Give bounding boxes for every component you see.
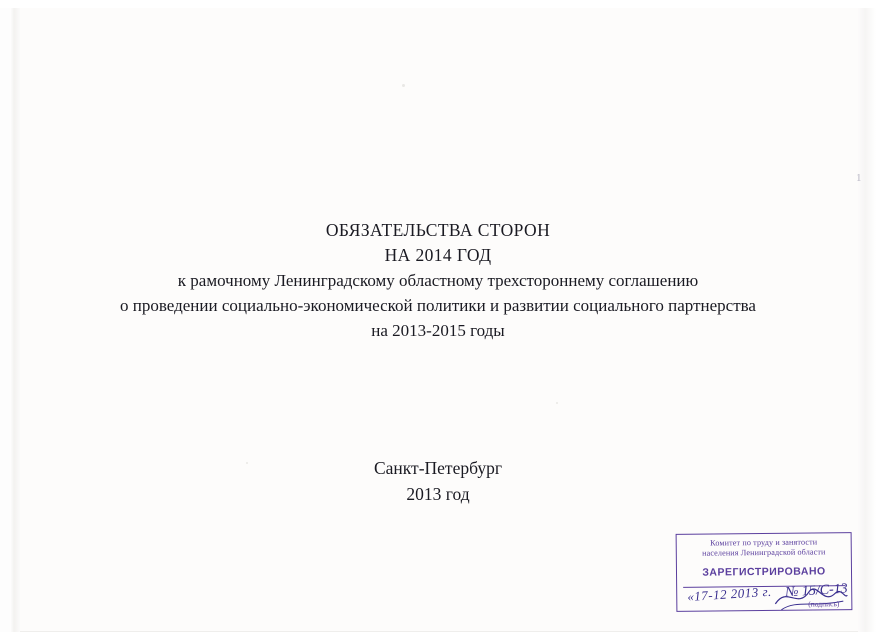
scan-speck — [402, 84, 405, 87]
page-bottom-edge — [0, 632, 876, 638]
document-subtitle-line-2: о проведении социально-экономической политики и развитии социального партнерства — [120, 296, 756, 315]
stamp-signature-label: (подпись) — [808, 599, 840, 609]
stamp-number-handwritten: № 15/С-13 — [784, 581, 849, 601]
registration-stamp — [676, 532, 853, 612]
imprint-year: 2013 год — [406, 484, 470, 504]
document-title-block — [0, 218, 876, 343]
stamp-title: ЗАРЕГИСТРИРОВАНО — [702, 565, 826, 579]
page-top-edge — [0, 0, 876, 8]
stamp-date-handwritten: «17-12 2013 г. — [686, 583, 773, 605]
document-title-line-2: НА 2014 ГОД — [384, 245, 492, 265]
document-subtitle-line-3: на 2013-2015 годы — [371, 321, 505, 340]
document-title-line-1: ОБЯЗАТЕЛЬСТВА СТОРОН — [325, 220, 551, 240]
document-imprint-block — [0, 455, 876, 507]
imprint-city: Санкт-Петербург — [373, 458, 503, 478]
scan-speck — [556, 402, 558, 404]
corner-mark: 1 — [856, 172, 862, 184]
document-subtitle-line-1: к рамочному Ленинградскому областному трехстороннему соглашению — [177, 271, 699, 290]
stamp-organization-line-2: населения Ленинградской области — [702, 546, 826, 558]
stamp-organization-line-1: Комитет по труду и занятости — [710, 537, 818, 548]
